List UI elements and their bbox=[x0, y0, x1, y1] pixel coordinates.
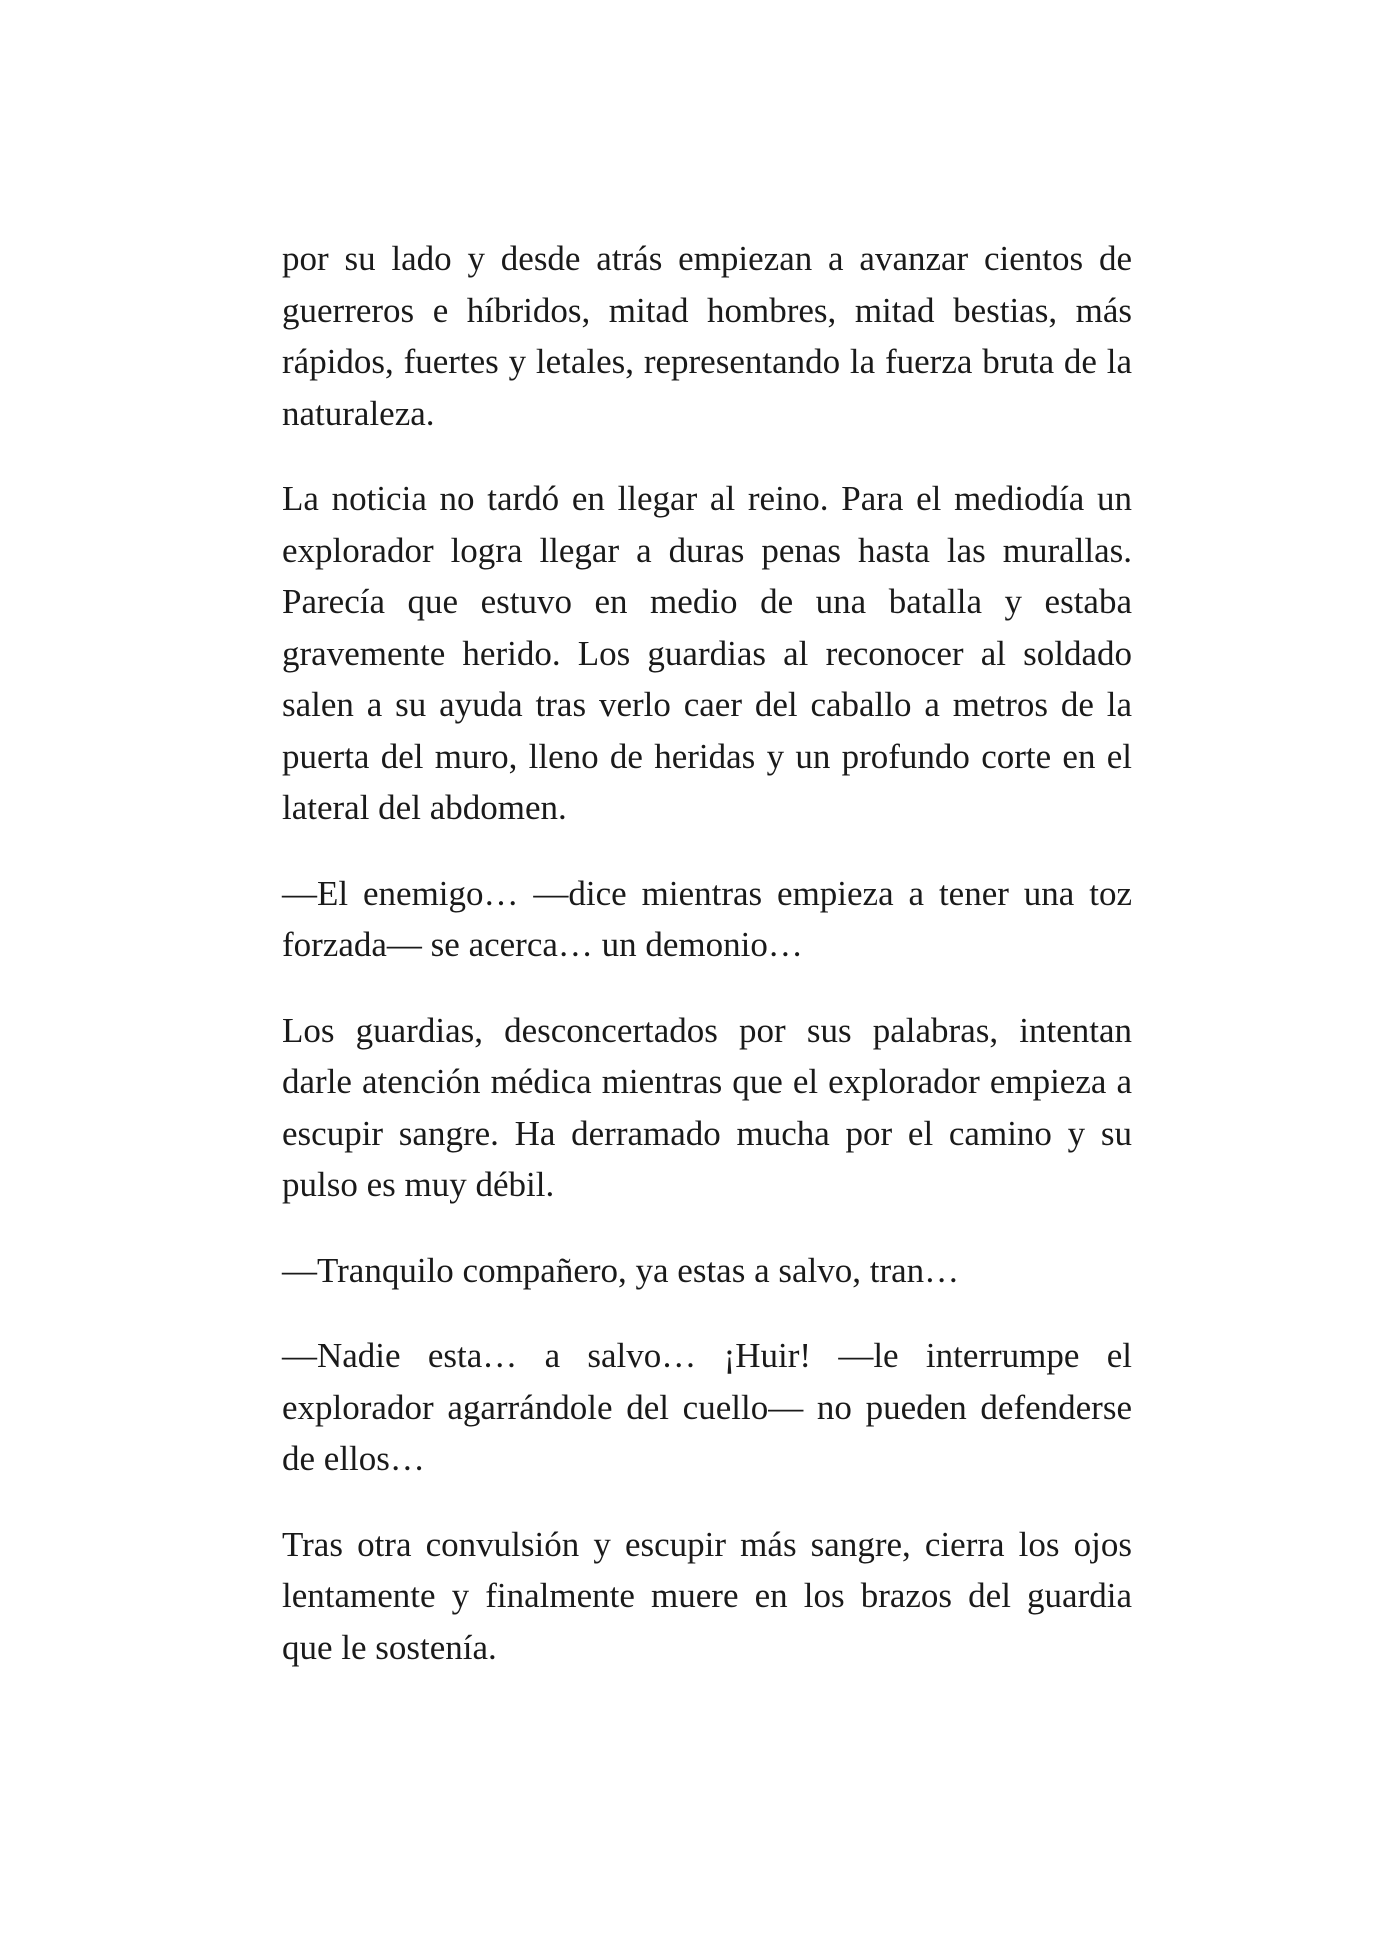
body-text bbox=[282, 233, 1132, 1707]
paragraph-2: La noticia no tardó en llegar al reino. Para el mediodía un explorador logra llegar a duras penas hasta las murallas. Parecía que estuvo en medio de una batalla y estaba gravemente herido. Los guardias al reconocer al soldado salen a su ayuda tras verlo caer del caballo a metros de la puerta del muro, lleno de heridas y un profundo corte en el lateral del abdomen. bbox=[282, 479, 1132, 827]
paragraph-3: Los guardias, desconcertados por sus palabras, intentan darle atención médica mientras que el explorador empieza a escupir sangre. Ha derramado mucha por el camino y su pulso es muy débil. bbox=[282, 1010, 1132, 1204]
paragraph-1: por su lado y desde atrás empiezan a avanzar cientos de guerreros e híbridos, mitad hombres, mitad bestias, más rápidos, fuertes y letales, representando la fuerza bruta de la naturaleza. bbox=[282, 239, 1132, 433]
dialogue-paragraph-1: —El enemigo… —dice mientras empieza a tener una toz forzada— se acerca… un demonio… bbox=[282, 873, 1132, 964]
dialogue-paragraph-2: —Tranquilo compañero, ya estas a salvo, tran… bbox=[282, 1250, 960, 1290]
dialogue-paragraph-3: —Nadie esta… a salvo… ¡Huir! —le interrumpe el explorador agarrándole del cuello— no pueden defenderse de ellos… bbox=[282, 1336, 1132, 1478]
paragraph-4: Tras otra convulsión y escupir más sangre, cierra los ojos lentamente y finalmente muere en los brazos del guardia que le sostenía. bbox=[282, 1524, 1132, 1667]
